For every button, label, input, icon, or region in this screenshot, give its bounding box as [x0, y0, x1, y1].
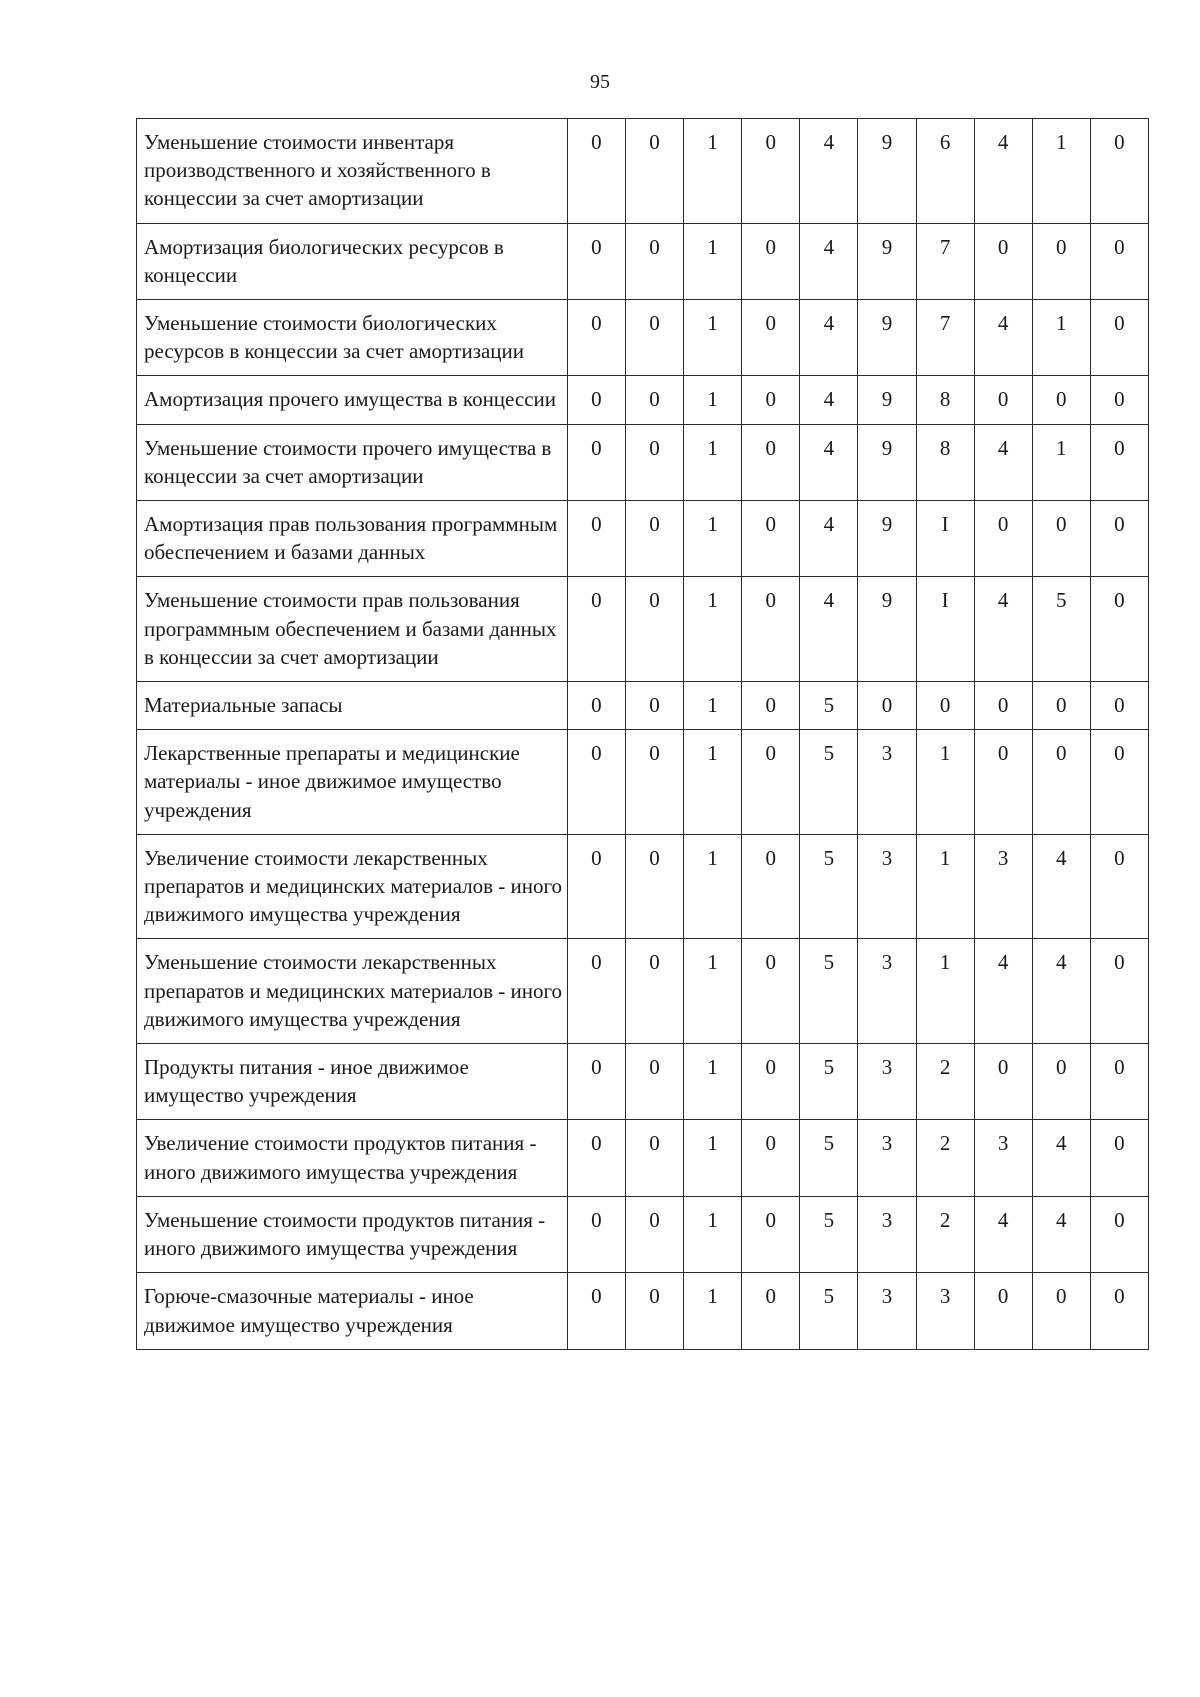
code-digit: 0	[567, 223, 625, 299]
code-digit: 0	[742, 1120, 800, 1196]
code-digit: 1	[684, 730, 742, 835]
code-digit: 5	[1032, 577, 1090, 682]
code-digit: 5	[800, 1044, 858, 1120]
row-name: Продукты питания - иное движимое имущество учреждения	[137, 1044, 568, 1120]
code-digit: 0	[567, 300, 625, 376]
code-digit: 0	[742, 1044, 800, 1120]
code-digit: 0	[742, 834, 800, 939]
code-digit: 4	[974, 300, 1032, 376]
code-digit: 9	[858, 376, 916, 424]
code-digit: 3	[858, 730, 916, 835]
code-digit: 7	[916, 223, 974, 299]
code-digit: 0	[567, 834, 625, 939]
code-digit: 0	[1032, 1044, 1090, 1120]
code-digit: 1	[1032, 119, 1090, 224]
code-digit: 1	[684, 424, 742, 500]
code-digit: 0	[974, 1044, 1032, 1120]
code-digit: 5	[800, 1120, 858, 1196]
code-digit: 4	[974, 119, 1032, 224]
code-digit: 9	[858, 501, 916, 577]
code-digit: 3	[858, 1196, 916, 1272]
code-digit: 3	[974, 1120, 1032, 1196]
code-digit: 0	[1090, 424, 1148, 500]
table-row	[137, 1273, 1149, 1349]
code-digit: 5	[800, 834, 858, 939]
code-digit: 4	[800, 376, 858, 424]
row-name: Материальные запасы	[137, 682, 568, 730]
code-digit: 3	[858, 939, 916, 1044]
code-digit: 1	[684, 300, 742, 376]
code-digit: 1	[916, 834, 974, 939]
row-name: Горюче-смазочные материалы - иное движимое имущество учреждения	[137, 1273, 568, 1349]
code-digit: 0	[567, 376, 625, 424]
code-digit: 0	[1090, 577, 1148, 682]
code-digit: 0	[625, 376, 683, 424]
code-digit: 4	[1032, 939, 1090, 1044]
code-digit: 0	[1090, 119, 1148, 224]
table-row	[137, 1120, 1149, 1196]
code-digit: 0	[625, 834, 683, 939]
code-digit: 0	[625, 501, 683, 577]
table-row	[137, 730, 1149, 835]
code-digit: 1	[916, 730, 974, 835]
code-digit: 1	[684, 682, 742, 730]
table-body	[137, 119, 1149, 1350]
code-digit: 0	[625, 223, 683, 299]
row-name: Уменьшение стоимости продуктов питания - иного движимого имущества учреждения	[137, 1196, 568, 1272]
code-digit: 0	[742, 300, 800, 376]
code-digit: 9	[858, 119, 916, 224]
code-digit: 0	[625, 424, 683, 500]
code-digit: 2	[916, 1120, 974, 1196]
code-digit: 4	[800, 577, 858, 682]
code-digit: 0	[625, 1120, 683, 1196]
code-digit: 4	[974, 577, 1032, 682]
code-digit: 1	[684, 577, 742, 682]
code-digit: 4	[800, 501, 858, 577]
code-digit: 0	[742, 939, 800, 1044]
code-digit: 0	[567, 1273, 625, 1349]
code-digit: 0	[974, 376, 1032, 424]
code-digit: 3	[858, 1044, 916, 1120]
code-digit: 4	[1032, 1196, 1090, 1272]
code-digit: 4	[800, 300, 858, 376]
table-row	[137, 682, 1149, 730]
code-digit: 9	[858, 577, 916, 682]
code-digit: 5	[800, 682, 858, 730]
code-digit: 5	[800, 730, 858, 835]
code-digit: 1	[684, 1120, 742, 1196]
code-digit: 0	[625, 939, 683, 1044]
code-digit: 2	[916, 1044, 974, 1120]
table-row	[137, 376, 1149, 424]
code-digit: 0	[742, 424, 800, 500]
code-digit: 0	[974, 501, 1032, 577]
code-digit: 0	[1032, 376, 1090, 424]
code-digit: 0	[742, 1196, 800, 1272]
code-digit: 0	[1032, 730, 1090, 835]
code-digit: 0	[1090, 682, 1148, 730]
code-digit: 0	[974, 1273, 1032, 1349]
row-name: Лекарственные препараты и медицинские материалы - иное движимое имущество учреждения	[137, 730, 568, 835]
code-digit: 0	[567, 730, 625, 835]
code-digit: 6	[916, 119, 974, 224]
code-digit: I	[916, 501, 974, 577]
code-digit: 0	[567, 939, 625, 1044]
code-digit: 0	[625, 1196, 683, 1272]
code-digit: 0	[567, 1120, 625, 1196]
code-digit: I	[916, 577, 974, 682]
code-digit: 0	[742, 730, 800, 835]
code-digit: 0	[742, 119, 800, 224]
code-digit: 0	[567, 119, 625, 224]
account-codes-table	[136, 118, 1149, 1350]
code-digit: 3	[916, 1273, 974, 1349]
code-digit: 0	[625, 1044, 683, 1120]
row-name: Амортизация биологических ресурсов в концессии	[137, 223, 568, 299]
table-row	[137, 939, 1149, 1044]
code-digit: 0	[1090, 1273, 1148, 1349]
code-digit: 0	[1090, 834, 1148, 939]
row-name: Уменьшение стоимости прочего имущества в концессии за счет амортизации	[137, 424, 568, 500]
code-digit: 3	[858, 1120, 916, 1196]
code-digit: 0	[625, 300, 683, 376]
code-digit: 0	[1090, 501, 1148, 577]
code-digit: 0	[567, 424, 625, 500]
code-digit: 8	[916, 424, 974, 500]
code-digit: 0	[1090, 300, 1148, 376]
code-digit: 0	[1032, 501, 1090, 577]
code-digit: 2	[916, 1196, 974, 1272]
code-digit: 0	[567, 682, 625, 730]
code-digit: 0	[1090, 1120, 1148, 1196]
code-digit: 0	[625, 682, 683, 730]
code-digit: 1	[684, 223, 742, 299]
row-name: Уменьшение стоимости инвентаря производственного и хозяйственного в концессии за счет амортизации	[137, 119, 568, 224]
table-row	[137, 300, 1149, 376]
code-digit: 1	[684, 834, 742, 939]
row-name: Амортизация прочего имущества в концессии	[137, 376, 568, 424]
code-digit: 3	[858, 834, 916, 939]
code-digit: 0	[1090, 1196, 1148, 1272]
row-name: Увеличение стоимости продуктов питания - иного движимого имущества учреждения	[137, 1120, 568, 1196]
code-digit: 0	[1090, 223, 1148, 299]
code-digit: 8	[916, 376, 974, 424]
code-digit: 3	[858, 1273, 916, 1349]
row-name: Амортизация прав пользования программным обеспечением и базами данных	[137, 501, 568, 577]
code-digit: 1	[1032, 300, 1090, 376]
code-digit: 0	[625, 577, 683, 682]
code-digit: 1	[916, 939, 974, 1044]
page-number: 95	[590, 71, 610, 93]
table-row	[137, 1044, 1149, 1120]
code-digit: 0	[742, 1273, 800, 1349]
code-digit: 4	[800, 223, 858, 299]
code-digit: 1	[684, 376, 742, 424]
code-digit: 0	[625, 1273, 683, 1349]
code-digit: 7	[916, 300, 974, 376]
code-digit: 0	[858, 682, 916, 730]
code-digit: 4	[974, 424, 1032, 500]
code-digit: 4	[1032, 834, 1090, 939]
row-name: Уменьшение стоимости прав пользования программным обеспечением и базами данных в концессии за счет амортизации	[137, 577, 568, 682]
code-digit: 0	[1090, 1044, 1148, 1120]
code-digit: 4	[1032, 1120, 1090, 1196]
code-digit: 0	[1032, 682, 1090, 730]
code-digit: 4	[974, 939, 1032, 1044]
row-name: Уменьшение стоимости биологических ресурсов в концессии за счет амортизации	[137, 300, 568, 376]
code-digit: 1	[684, 1196, 742, 1272]
code-digit: 5	[800, 939, 858, 1044]
code-digit: 1	[684, 1273, 742, 1349]
code-digit: 1	[684, 501, 742, 577]
code-digit: 4	[800, 119, 858, 224]
code-digit: 3	[974, 834, 1032, 939]
row-name: Увеличение стоимости лекарственных препаратов и медицинских материалов - иного движимого имущества учреждения	[137, 834, 568, 939]
code-digit: 4	[974, 1196, 1032, 1272]
table-row	[137, 223, 1149, 299]
code-digit: 0	[567, 1044, 625, 1120]
table-row	[137, 1196, 1149, 1272]
code-digit: 0	[1090, 939, 1148, 1044]
row-name: Уменьшение стоимости лекарственных препаратов и медицинских материалов - иного движимого имущества учреждения	[137, 939, 568, 1044]
code-digit: 0	[742, 682, 800, 730]
table-row	[137, 577, 1149, 682]
code-digit: 0	[625, 730, 683, 835]
code-digit: 0	[567, 1196, 625, 1272]
code-digit: 1	[684, 939, 742, 1044]
code-digit: 1	[1032, 424, 1090, 500]
code-digit: 9	[858, 223, 916, 299]
code-digit: 1	[684, 119, 742, 224]
code-digit: 1	[684, 1044, 742, 1120]
table-row	[137, 424, 1149, 500]
code-digit: 9	[858, 424, 916, 500]
code-digit: 0	[742, 577, 800, 682]
code-digit: 0	[625, 119, 683, 224]
code-digit: 5	[800, 1273, 858, 1349]
code-digit: 0	[1090, 730, 1148, 835]
code-digit: 9	[858, 300, 916, 376]
code-digit: 0	[916, 682, 974, 730]
code-digit: 5	[800, 1196, 858, 1272]
code-digit: 0	[567, 501, 625, 577]
table-row	[137, 501, 1149, 577]
code-digit: 0	[1090, 376, 1148, 424]
code-digit: 4	[800, 424, 858, 500]
code-digit: 0	[1032, 1273, 1090, 1349]
code-digit: 0	[974, 223, 1032, 299]
code-digit: 0	[742, 501, 800, 577]
code-digit: 0	[974, 682, 1032, 730]
table-row	[137, 119, 1149, 224]
code-digit: 0	[742, 376, 800, 424]
code-digit: 0	[974, 730, 1032, 835]
code-digit: 0	[742, 223, 800, 299]
code-digit: 0	[1032, 223, 1090, 299]
table-row	[137, 834, 1149, 939]
code-digit: 0	[567, 577, 625, 682]
